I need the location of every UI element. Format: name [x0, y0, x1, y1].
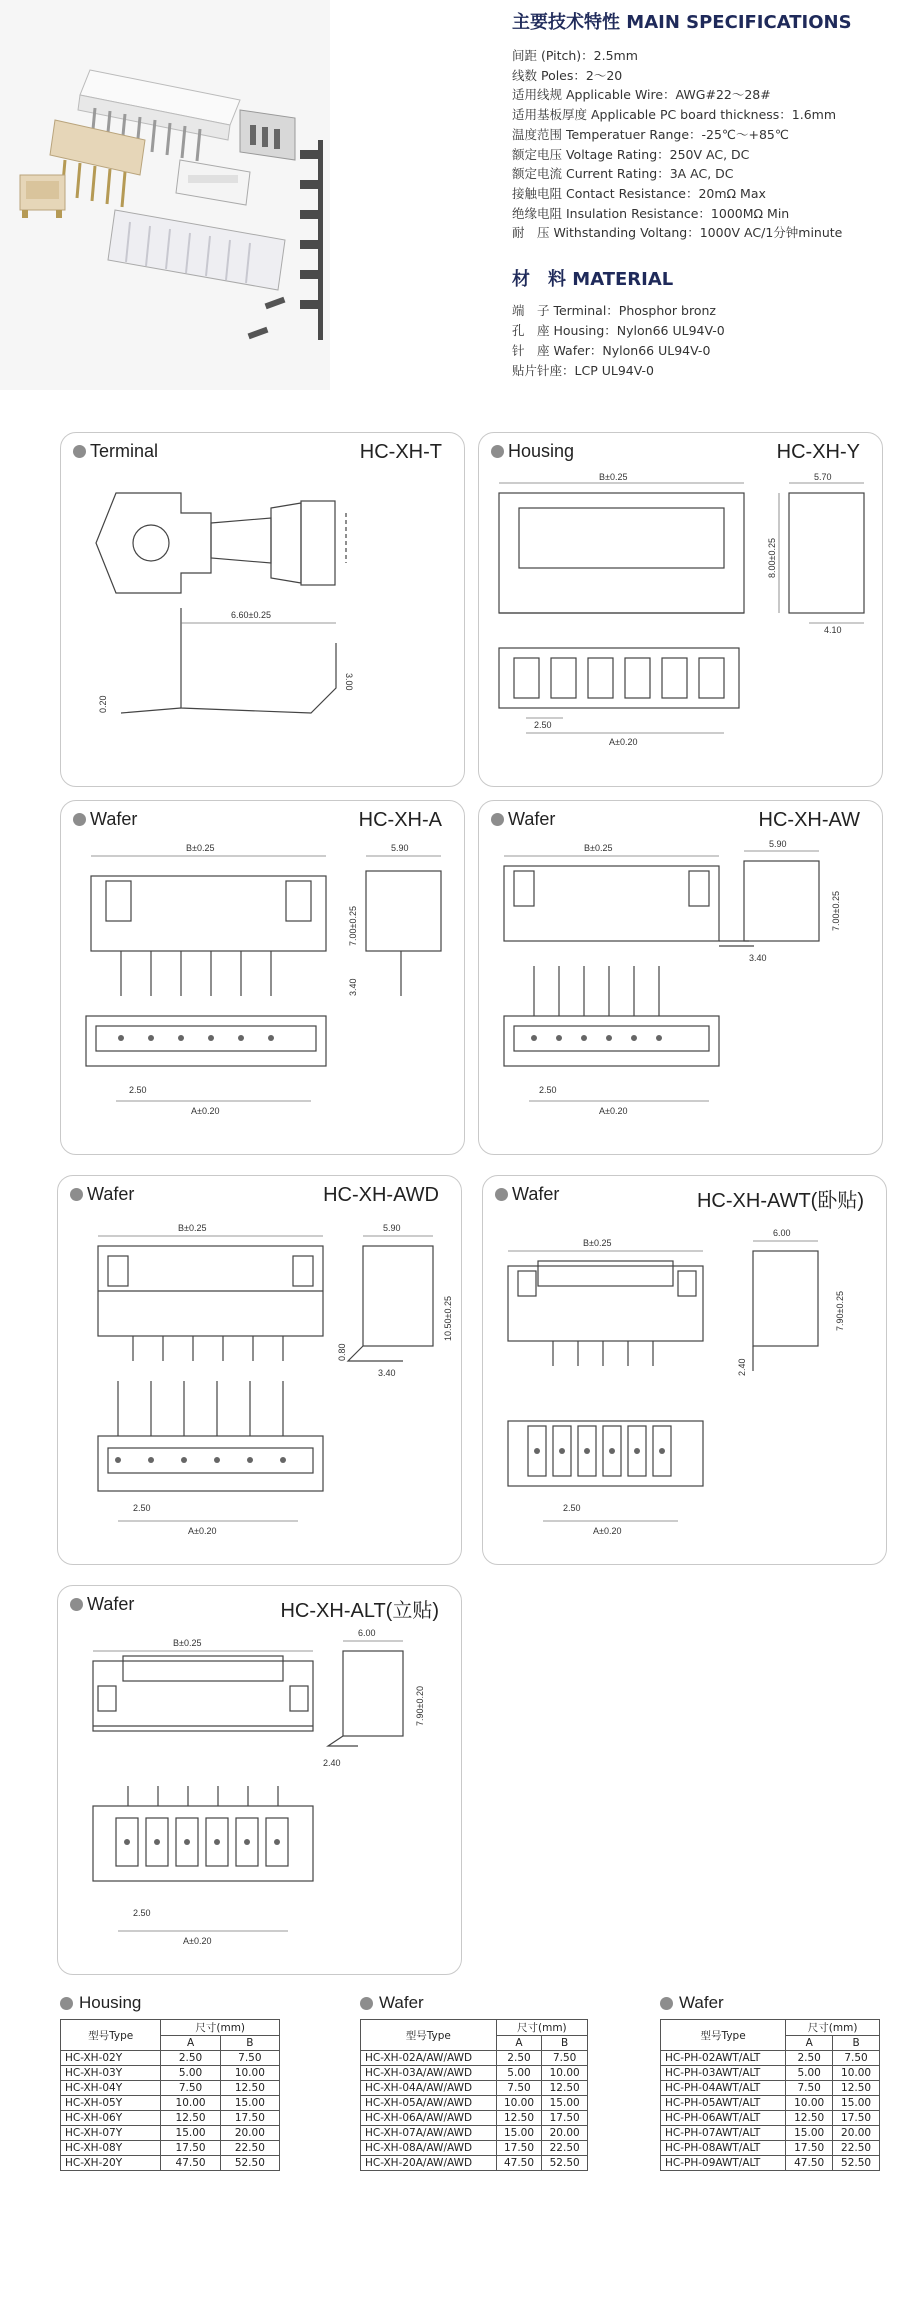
panel-wafer-aw	[478, 800, 883, 1155]
wafer-alt-drawing	[58, 1586, 463, 1976]
table-row	[61, 2066, 280, 2081]
panel-model: HC-XH-AWT(卧贴)	[696, 1190, 864, 1212]
b-cell: 52.50	[220, 2156, 279, 2171]
a-cell: 15.00	[786, 2126, 833, 2141]
type-cell: HC-XH-04Y	[61, 2081, 161, 2096]
dim-wafer-a-a: A±0.20	[191, 1106, 220, 1116]
table-row	[61, 2126, 280, 2141]
spec-line: 适用线规 Applicable Wire：AWG#22～28#	[512, 87, 771, 103]
dim-terminal-height: 3.00	[344, 673, 354, 691]
wafer-awt-drawing	[483, 1176, 888, 1566]
bullet-icon	[73, 813, 86, 826]
type-cell: HC-PH-06AWT/ALT	[661, 2111, 786, 2126]
table-row	[361, 2156, 588, 2171]
spec-line: 接触电阻 Contact Resistance：20mΩ Max	[512, 185, 766, 201]
type-cell: HC-PH-03AWT/ALT	[661, 2066, 786, 2081]
table-row	[661, 2141, 880, 2156]
type-cell: HC-PH-04AWT/ALT	[661, 2081, 786, 2096]
panel-wafer-awt	[482, 1175, 887, 1565]
a-cell: 5.00	[496, 2066, 542, 2081]
spec-line: 额定电流 Current Rating：3A AC, DC	[512, 166, 734, 182]
terminal-drawing	[61, 433, 466, 788]
panel-category	[495, 1184, 559, 1205]
type-cell: HC-XH-06Y	[61, 2111, 161, 2126]
dim-wafer-awd-height: 10.50±0.25	[443, 1296, 453, 1341]
b-cell: 10.00	[833, 2066, 880, 2081]
table-row	[61, 2141, 280, 2156]
type-cell: HC-XH-08Y	[61, 2141, 161, 2156]
type-cell: HC-XH-07A/AW/AWD	[361, 2126, 497, 2141]
type-cell: HC-XH-06A/AW/AWD	[361, 2111, 497, 2126]
panel-model: HC-XH-ALT(立贴)	[280, 1600, 439, 1622]
panel-category-label: Housing	[508, 441, 575, 461]
type-cell: HC-XH-03A/AW/AWD	[361, 2066, 497, 2081]
col-a-header: A	[161, 2036, 220, 2051]
a-cell: 2.50	[496, 2051, 542, 2066]
a-cell: 17.50	[496, 2141, 542, 2156]
dim-wafer-alt-width: 6.00	[358, 1628, 376, 1638]
a-cell: 17.50	[786, 2141, 833, 2156]
wafer1-table	[360, 2019, 588, 2171]
dim-wafer-awd-pin: 3.40	[378, 1368, 396, 1378]
dim-housing-pitch: 2.50	[534, 720, 552, 730]
dim-wafer-a-pitch: 2.50	[129, 1085, 147, 1095]
panel-category	[73, 441, 158, 462]
bullet-icon	[495, 1188, 508, 1201]
dim-wafer-awt-width: 6.00	[773, 1228, 791, 1238]
panel-model: HC-XH-AW	[758, 809, 860, 831]
housing-grey-small	[240, 110, 295, 160]
b-cell: 17.50	[542, 2111, 588, 2126]
material-line: 孔 座 Housing：Nylon66 UL94V-0	[512, 323, 725, 339]
specs-title-cn: 主要技术特性	[512, 12, 620, 33]
type-cell: HC-XH-07Y	[61, 2126, 161, 2141]
panel-category	[73, 809, 137, 830]
a-cell: 12.50	[496, 2111, 542, 2126]
b-cell: 52.50	[833, 2156, 880, 2171]
material-line: 针 座 Wafer：Nylon66 UL94V-0	[512, 343, 711, 359]
a-cell: 5.00	[786, 2066, 833, 2081]
type-cell: HC-PH-09AWT/ALT	[661, 2156, 786, 2171]
wafer-aw-drawing	[479, 801, 884, 1156]
a-cell: 7.50	[161, 2081, 220, 2096]
spec-line: 线数 Poles：2～20	[512, 67, 623, 83]
dim-wafer-awd-a: A±0.20	[188, 1526, 217, 1536]
material-list	[512, 301, 912, 381]
b-cell: 20.00	[833, 2126, 880, 2141]
b-cell: 12.50	[542, 2081, 588, 2096]
material-title	[512, 265, 912, 291]
type-cell: HC-PH-08AWT/ALT	[661, 2141, 786, 2156]
panel-category-label: Wafer	[87, 1594, 135, 1614]
table-row	[661, 2066, 880, 2081]
a-cell: 15.00	[496, 2126, 542, 2141]
table-title: Wafer	[679, 1993, 724, 2012]
panel-category-label: Wafer	[87, 1184, 135, 1204]
table-row	[361, 2081, 588, 2096]
col-b-header: B	[220, 2036, 279, 2051]
type-cell: HC-XH-04A/AW/AWD	[361, 2081, 497, 2096]
material-line: 贴片针座：LCP UL94V-0	[512, 363, 655, 379]
bullet-icon	[491, 445, 504, 458]
table-row	[61, 2081, 280, 2096]
a-cell: 12.50	[786, 2111, 833, 2126]
table-heading	[660, 1993, 880, 2013]
table-row	[661, 2096, 880, 2111]
spec-line: 间距 (Pitch)：2.5mm	[512, 48, 638, 63]
col-a-header: A	[786, 2036, 833, 2051]
b-cell: 10.00	[220, 2066, 279, 2081]
type-cell: HC-PH-05AWT/ALT	[661, 2096, 786, 2111]
a-cell: 7.50	[496, 2081, 542, 2096]
dim-wafer-awd-width: 5.90	[383, 1223, 401, 1233]
a-cell: 47.50	[496, 2156, 542, 2171]
wafer-awd-drawing	[58, 1176, 463, 1566]
table-heading	[360, 1993, 588, 2013]
table-heading	[60, 1993, 280, 2013]
table-row	[361, 2111, 588, 2126]
dim-wafer-aw-pin: 3.40	[749, 953, 767, 963]
table-row	[361, 2141, 588, 2156]
b-cell: 20.00	[542, 2126, 588, 2141]
units-header: 尺寸(mm)	[786, 2020, 880, 2036]
type-cell: HC-XH-05A/AW/AWD	[361, 2096, 497, 2111]
panel-category	[70, 1184, 134, 1205]
material-line: 端 子 Terminal：Phosphor bronz	[512, 303, 716, 319]
dim-housing-b: B±0.25	[599, 472, 628, 482]
col-b-header: B	[542, 2036, 588, 2051]
bullet-icon	[660, 1997, 673, 2010]
panel-category-label: Wafer	[90, 809, 138, 829]
a-cell: 12.50	[161, 2111, 220, 2126]
a-cell: 2.50	[786, 2051, 833, 2066]
spec-line: 适用基板厚度 Applicable PC board thickness：1.6mm	[512, 107, 837, 123]
a-cell: 7.50	[786, 2081, 833, 2096]
table-row	[661, 2081, 880, 2096]
panel-wafer-alt	[57, 1585, 462, 1975]
a-cell: 10.00	[161, 2096, 220, 2111]
product-photo	[0, 0, 330, 390]
type-cell: HC-XH-20Y	[61, 2156, 161, 2171]
bullet-icon	[360, 1997, 373, 2010]
type-header: 型号Type	[361, 2020, 497, 2051]
spec-line: 耐 压 Withstanding Voltang：1000V AC/1分钟minute	[512, 225, 843, 241]
dim-wafer-aw-a: A±0.20	[599, 1106, 628, 1116]
type-header: 型号Type	[61, 2020, 161, 2051]
panel-category-label: Wafer	[508, 809, 556, 829]
type-header: 型号Type	[661, 2020, 786, 2051]
panel-category	[491, 809, 555, 830]
dim-wafer-alt-a: A±0.20	[183, 1936, 212, 1946]
b-cell: 10.00	[542, 2066, 588, 2081]
material-title-en: MATERIAL	[572, 269, 674, 291]
dim-terminal-thickness: 0.20	[98, 695, 108, 713]
a-cell: 10.00	[496, 2096, 542, 2111]
table-row	[361, 2066, 588, 2081]
table-row	[661, 2051, 880, 2066]
housing-drawing	[479, 433, 884, 788]
dim-wafer-awt-pin: 2.40	[737, 1358, 747, 1376]
table-row	[661, 2111, 880, 2126]
wafer-a-drawing	[61, 801, 466, 1156]
panel-category-label: Terminal	[90, 441, 159, 461]
dim-wafer-a-width: 5.90	[391, 843, 409, 853]
dim-housing-depth: 4.10	[824, 625, 842, 635]
panel-category	[491, 441, 574, 462]
b-cell: 7.50	[220, 2051, 279, 2066]
a-cell: 47.50	[786, 2156, 833, 2171]
wafer2-table-section	[660, 1993, 880, 2171]
dim-wafer-alt-pitch: 2.50	[133, 1908, 151, 1918]
dim-wafer-awd-thickness: 0.80	[337, 1343, 347, 1361]
bullet-icon	[60, 1997, 73, 2010]
table-row	[361, 2096, 588, 2111]
dim-wafer-aw-pitch: 2.50	[539, 1085, 557, 1095]
dim-wafer-a-height: 7.00±0.25	[348, 906, 358, 946]
dim-wafer-alt-b: B±0.25	[173, 1638, 202, 1648]
b-cell: 15.00	[833, 2096, 880, 2111]
table-row	[361, 2126, 588, 2141]
spec-line: 额定电压 Voltage Rating：250V AC, DC	[512, 146, 750, 162]
specs-title	[512, 8, 912, 34]
a-cell: 15.00	[161, 2126, 220, 2141]
table-row	[61, 2111, 280, 2126]
b-cell: 7.50	[833, 2051, 880, 2066]
b-cell: 15.00	[542, 2096, 588, 2111]
bullet-icon	[70, 1598, 83, 1611]
a-cell: 47.50	[161, 2156, 220, 2171]
dim-wafer-a-pin: 3.40	[348, 978, 358, 996]
table-row	[661, 2126, 880, 2141]
dim-wafer-alt-height: 7.90±0.20	[415, 1686, 425, 1726]
b-cell: 12.50	[220, 2081, 279, 2096]
type-cell: HC-XH-08A/AW/AWD	[361, 2141, 497, 2156]
housing-table	[60, 2019, 280, 2171]
wafer1-table-section	[360, 1993, 588, 2171]
housing-table-section	[60, 1993, 280, 2171]
b-cell: 17.50	[220, 2111, 279, 2126]
panel-terminal	[60, 432, 465, 787]
b-cell: 20.00	[220, 2126, 279, 2141]
table-title: Wafer	[379, 1993, 424, 2012]
dim-wafer-awd-b: B±0.25	[178, 1223, 207, 1233]
dim-wafer-awt-b: B±0.25	[583, 1238, 612, 1248]
col-b-header: B	[833, 2036, 880, 2051]
dim-wafer-aw-height: 7.00±0.25	[831, 891, 841, 931]
specs-title-en: MAIN SPECIFICATIONS	[626, 12, 852, 33]
type-cell: HC-PH-07AWT/ALT	[661, 2126, 786, 2141]
dim-wafer-awd-pitch: 2.50	[133, 1503, 151, 1513]
material-title-cn: 材 料	[512, 269, 566, 291]
panel-housing	[478, 432, 883, 787]
dim-wafer-awt-height: 7.90±0.25	[835, 1291, 845, 1331]
panel-model: HC-XH-AWD	[323, 1184, 439, 1206]
b-cell: 52.50	[542, 2156, 588, 2171]
type-cell: HC-XH-02Y	[61, 2051, 161, 2066]
col-a-header: A	[496, 2036, 542, 2051]
a-cell: 2.50	[161, 2051, 220, 2066]
a-cell: 5.00	[161, 2066, 220, 2081]
panel-model: HC-XH-A	[358, 809, 442, 831]
table-row	[61, 2051, 280, 2066]
wafer2-table	[660, 2019, 880, 2171]
b-cell: 17.50	[833, 2111, 880, 2126]
dim-wafer-awt-a: A±0.20	[593, 1526, 622, 1536]
dim-wafer-aw-width: 5.90	[769, 839, 787, 849]
panel-category	[70, 1594, 134, 1615]
dim-housing-height: 8.00±0.25	[767, 538, 777, 578]
dim-wafer-alt-pin: 2.40	[323, 1758, 341, 1768]
table-row	[661, 2156, 880, 2171]
specs-section	[512, 8, 912, 381]
units-header: 尺寸(mm)	[496, 2020, 587, 2036]
table-row	[61, 2096, 280, 2111]
b-cell: 22.50	[833, 2141, 880, 2156]
b-cell: 7.50	[542, 2051, 588, 2066]
panel-wafer-awd	[57, 1175, 462, 1565]
specs-list	[512, 46, 912, 243]
spec-line: 绝缘电阻 Insulation Resistance：1000MΩ Min	[512, 205, 790, 221]
dim-wafer-awt-pitch: 2.50	[563, 1503, 581, 1513]
dim-terminal-length: 6.60±0.25	[231, 610, 271, 620]
b-cell: 22.50	[220, 2141, 279, 2156]
dim-housing-a: A±0.20	[609, 737, 638, 747]
b-cell: 22.50	[542, 2141, 588, 2156]
dim-wafer-a-b: B±0.25	[186, 843, 215, 853]
type-cell: HC-PH-02AWT/ALT	[661, 2051, 786, 2066]
type-cell: HC-XH-05Y	[61, 2096, 161, 2111]
a-cell: 10.00	[786, 2096, 833, 2111]
table-title: Housing	[79, 1993, 142, 2012]
panel-model: HC-XH-T	[359, 441, 442, 463]
a-cell: 17.50	[161, 2141, 220, 2156]
panel-category-label: Wafer	[512, 1184, 560, 1204]
b-cell: 15.00	[220, 2096, 279, 2111]
type-cell: HC-XH-20A/AW/AWD	[361, 2156, 497, 2171]
bullet-icon	[70, 1188, 83, 1201]
bullet-icon	[73, 445, 86, 458]
panel-wafer-a	[60, 800, 465, 1155]
panel-model: HC-XH-Y	[776, 441, 860, 463]
spec-line: 温度范围 Temperatuer Range：-25℃～+85℃	[512, 126, 789, 142]
type-cell: HC-XH-03Y	[61, 2066, 161, 2081]
dim-wafer-aw-b: B±0.25	[584, 843, 613, 853]
dim-housing-width: 5.70	[814, 472, 832, 482]
table-row	[61, 2156, 280, 2171]
units-header: 尺寸(mm)	[161, 2020, 280, 2036]
bullet-icon	[491, 813, 504, 826]
table-row	[361, 2051, 588, 2066]
type-cell: HC-XH-02A/AW/AWD	[361, 2051, 497, 2066]
b-cell: 12.50	[833, 2081, 880, 2096]
